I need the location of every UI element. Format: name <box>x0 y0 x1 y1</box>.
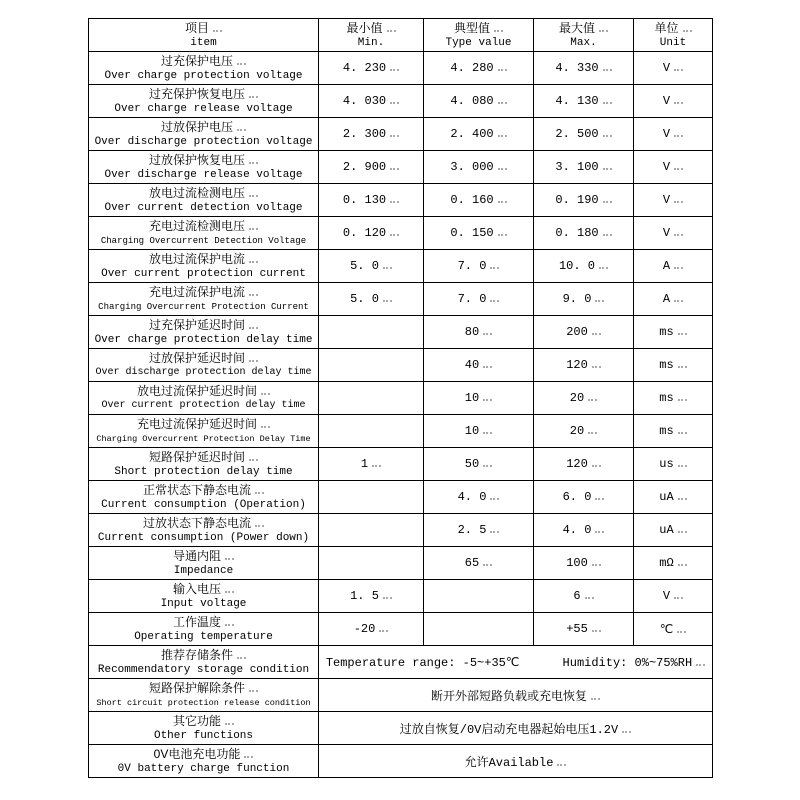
row-typical-value: 2. 5 <box>424 514 534 547</box>
row-max-value: 0. 180 <box>534 217 634 250</box>
row-item-en: Charging Overcurrent Protection Current <box>98 301 309 312</box>
row-item-zh: 放电过流检测电压 <box>92 186 315 201</box>
row-item-cell <box>89 382 319 415</box>
row-item-en: Over discharge protection voltage <box>94 135 313 148</box>
col-header-typical-en: Type value <box>445 36 512 49</box>
table-row <box>89 712 713 745</box>
row-unit: ℃ <box>634 613 713 646</box>
row-typical-value: 7. 0 <box>424 250 534 283</box>
table-row <box>89 349 713 382</box>
col-header-min-zh: 最小值 <box>322 21 420 36</box>
row-item-en: Recommendatory storage condition <box>97 663 310 676</box>
table-row <box>89 382 713 415</box>
col-header-unit-zh: 单位 <box>637 21 709 36</box>
row-min-value: 4. 230 <box>319 52 424 85</box>
row-span-value: Temperature range: -5~+35℃ Humidity: 0%~75%RH <box>319 646 713 679</box>
table-row <box>89 646 713 679</box>
col-header-min-en: Min. <box>357 36 385 49</box>
row-typical-value: 2. 400 <box>424 118 534 151</box>
row-item-cell <box>89 745 319 778</box>
row-min-value: 1. 5 <box>319 580 424 613</box>
spec-table <box>88 18 713 778</box>
row-item-zh: 过充保护延迟时间 <box>92 318 315 333</box>
row-item-cell <box>89 217 319 250</box>
row-typical-value: 3. 000 <box>424 151 534 184</box>
row-item-cell <box>89 613 319 646</box>
row-item-cell <box>89 316 319 349</box>
row-item-en: Charging Overcurrent Protection Delay Time <box>96 433 311 444</box>
row-max-value: 120 <box>534 448 634 481</box>
row-item-en: Input voltage <box>160 597 247 610</box>
row-item-cell <box>89 580 319 613</box>
table-row <box>89 547 713 580</box>
row-item-en: Over current protection delay time <box>101 399 306 411</box>
row-item-en: Short circuit protection release condition <box>96 697 311 708</box>
row-item-en: Current consumption (Operation) <box>101 498 306 511</box>
row-min-value: 4. 030 <box>319 85 424 118</box>
row-max-value: 0. 190 <box>534 184 634 217</box>
row-min-value <box>319 514 424 547</box>
table-row <box>89 679 713 712</box>
row-max-value: 120 <box>534 349 634 382</box>
row-min-value <box>319 415 424 448</box>
row-max-value: 20 <box>534 415 634 448</box>
col-header-typical <box>424 19 534 52</box>
table-row <box>89 283 713 316</box>
row-min-value: 2. 300 <box>319 118 424 151</box>
row-max-value: 6. 0 <box>534 481 634 514</box>
col-header-max-zh: 最大值 <box>537 21 630 36</box>
row-unit: A <box>634 283 713 316</box>
row-span-value: 断开外部短路负载或充电恢复 <box>319 679 713 712</box>
row-min-value <box>319 547 424 580</box>
col-header-typical-zh: 典型值 <box>427 21 530 36</box>
row-typical-value: 0. 160 <box>424 184 534 217</box>
row-item-zh: 过放保护恢复电压 <box>92 153 315 168</box>
col-header-item-zh: 项目 <box>92 21 315 36</box>
row-item-en: Over charge protection voltage <box>104 69 303 82</box>
row-max-value: 4. 0 <box>534 514 634 547</box>
row-item-en: Over charge release voltage <box>114 102 293 115</box>
row-item-zh: 短路保护解除条件 <box>92 681 315 696</box>
row-item-zh: 过放状态下静态电流 <box>92 516 315 531</box>
row-item-zh: 充电过流保护延迟时间 <box>92 417 315 432</box>
row-item-en: Over discharge release voltage <box>104 168 303 181</box>
row-item-zh: 导通内阻 <box>92 549 315 564</box>
row-item-cell <box>89 151 319 184</box>
row-typical-value: 10 <box>424 415 534 448</box>
row-item-en: 0V battery charge function <box>117 762 290 775</box>
row-unit: us <box>634 448 713 481</box>
row-unit: V <box>634 580 713 613</box>
row-min-value <box>319 481 424 514</box>
table-row <box>89 85 713 118</box>
row-max-value: 4. 130 <box>534 85 634 118</box>
row-item-zh: 过放保护电压 <box>92 120 315 135</box>
table-row <box>89 184 713 217</box>
row-item-zh: 推荐存储条件 <box>92 648 315 663</box>
row-item-en: Operating temperature <box>134 630 273 643</box>
row-item-cell <box>89 448 319 481</box>
row-item-zh: 充电过流保护电流 <box>92 285 315 300</box>
row-min-value: 1 <box>319 448 424 481</box>
row-unit: ms <box>634 415 713 448</box>
col-header-max <box>534 19 634 52</box>
col-header-max-en: Max. <box>570 36 597 49</box>
row-min-value: 2. 900 <box>319 151 424 184</box>
spec-table-body <box>89 52 713 778</box>
row-min-value: -20 <box>319 613 424 646</box>
row-typical-value: 40 <box>424 349 534 382</box>
row-min-value: 0. 130 <box>319 184 424 217</box>
row-item-zh: 过充保护电压 <box>92 54 315 69</box>
row-typical-value: 50 <box>424 448 534 481</box>
row-item-zh: 放电过流保护延迟时间 <box>92 384 315 399</box>
row-item-zh: 过充保护恢复电压 <box>92 87 315 102</box>
row-min-value: 5. 0 <box>319 250 424 283</box>
row-item-cell <box>89 118 319 151</box>
row-min-value <box>319 382 424 415</box>
row-item-zh: 其它功能 <box>92 714 315 729</box>
row-max-value: 10. 0 <box>534 250 634 283</box>
row-unit: ms <box>634 316 713 349</box>
row-unit: ms <box>634 382 713 415</box>
row-unit: V <box>634 85 713 118</box>
row-item-zh: 过放保护延迟时间 <box>92 351 315 366</box>
col-header-unit <box>634 19 713 52</box>
row-typical-value: 7. 0 <box>424 283 534 316</box>
table-row <box>89 250 713 283</box>
row-max-value: 100 <box>534 547 634 580</box>
row-item-en: Charging Overcurrent Detection Voltage <box>100 235 307 246</box>
row-item-zh: 充电过流检测电压 <box>92 219 315 234</box>
row-typical-value: 4. 280 <box>424 52 534 85</box>
row-unit: V <box>634 118 713 151</box>
row-item-zh: 正常状态下静态电流 <box>92 483 315 498</box>
row-unit: uA <box>634 514 713 547</box>
row-max-value: 4. 330 <box>534 52 634 85</box>
row-typical-value: 4. 0 <box>424 481 534 514</box>
row-item-zh: 工作温度 <box>92 615 315 630</box>
row-unit: V <box>634 151 713 184</box>
row-unit: ms <box>634 349 713 382</box>
table-row <box>89 52 713 85</box>
row-item-en: Current consumption (Power down) <box>97 531 310 544</box>
col-header-item <box>89 19 319 52</box>
row-max-value: 200 <box>534 316 634 349</box>
row-item-cell <box>89 481 319 514</box>
row-item-en: Over current detection voltage <box>104 201 303 214</box>
row-item-en: Other functions <box>153 729 254 742</box>
row-item-en: Short protection delay time <box>114 465 293 478</box>
row-item-cell <box>89 250 319 283</box>
row-max-value: 20 <box>534 382 634 415</box>
row-item-en: Over charge protection delay time <box>94 333 313 346</box>
row-item-cell <box>89 712 319 745</box>
table-row <box>89 448 713 481</box>
table-row <box>89 151 713 184</box>
table-row <box>89 415 713 448</box>
row-min-value <box>319 349 424 382</box>
table-row <box>89 514 713 547</box>
table-row <box>89 745 713 778</box>
col-header-item-en: item <box>190 36 217 49</box>
table-row <box>89 481 713 514</box>
row-item-cell <box>89 184 319 217</box>
row-typical-value <box>424 613 534 646</box>
table-row <box>89 316 713 349</box>
row-typical-value <box>424 580 534 613</box>
row-unit: A <box>634 250 713 283</box>
row-item-en: Over discharge protection delay time <box>95 366 312 378</box>
row-unit: V <box>634 184 713 217</box>
row-item-zh: 放电过流保护电流 <box>92 252 315 267</box>
row-item-cell <box>89 85 319 118</box>
col-header-unit-en: Unit <box>659 36 687 49</box>
row-typical-value: 0. 150 <box>424 217 534 250</box>
row-max-value: 9. 0 <box>534 283 634 316</box>
table-row <box>89 580 713 613</box>
table-row <box>89 613 713 646</box>
row-item-cell <box>89 679 319 712</box>
row-span-value: 允许Available <box>319 745 713 778</box>
row-unit: V <box>634 217 713 250</box>
row-item-en: Over current protection current <box>101 267 306 280</box>
row-typical-value: 80 <box>424 316 534 349</box>
table-row <box>89 118 713 151</box>
col-header-min <box>319 19 424 52</box>
table-row <box>89 217 713 250</box>
row-unit: mΩ <box>634 547 713 580</box>
row-item-zh: 输入电压 <box>92 582 315 597</box>
row-max-value: +55 <box>534 613 634 646</box>
row-max-value: 3. 100 <box>534 151 634 184</box>
row-item-cell <box>89 415 319 448</box>
row-item-cell <box>89 283 319 316</box>
row-item-cell <box>89 349 319 382</box>
row-span-value: 过放自恢复/0V启动充电器起始电压1.2V <box>319 712 713 745</box>
row-max-value: 6 <box>534 580 634 613</box>
row-typical-value: 65 <box>424 547 534 580</box>
header-row <box>89 19 713 52</box>
row-max-value: 2. 500 <box>534 118 634 151</box>
row-item-zh: 0V电池充电功能 <box>92 747 315 762</box>
row-item-en: Impedance <box>173 564 234 577</box>
row-item-cell <box>89 646 319 679</box>
row-min-value <box>319 316 424 349</box>
row-item-zh: 短路保护延迟时间 <box>92 450 315 465</box>
row-unit: V <box>634 52 713 85</box>
row-item-cell <box>89 52 319 85</box>
row-min-value: 5. 0 <box>319 283 424 316</box>
row-item-cell <box>89 514 319 547</box>
row-typical-value: 10 <box>424 382 534 415</box>
row-unit: uA <box>634 481 713 514</box>
row-typical-value: 4. 080 <box>424 85 534 118</box>
row-item-cell <box>89 547 319 580</box>
row-min-value: 0. 120 <box>319 217 424 250</box>
